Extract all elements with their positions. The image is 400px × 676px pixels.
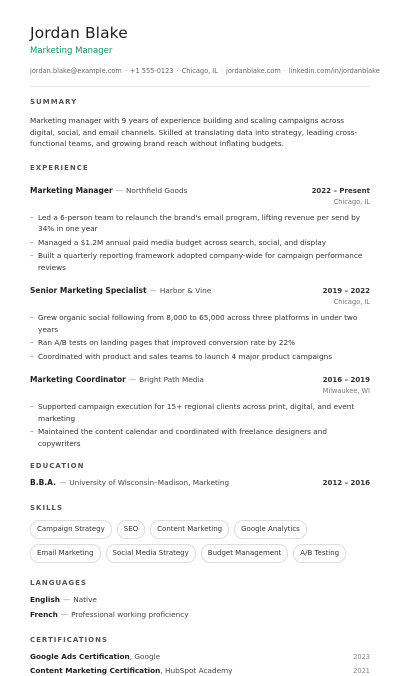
language-item: French — Professional working proficiency	[30, 610, 189, 619]
skill-chip: Content Marketing	[150, 520, 229, 539]
certification-name: Content Marketing Certification	[30, 666, 161, 675]
certification-item	[30, 666, 370, 676]
skills-heading: SKILLS	[30, 504, 64, 512]
education-school: University of Wisconsin–Madison, Marketing	[69, 478, 230, 487]
job-title: Marketing Manager	[30, 185, 113, 195]
certifications-heading: CERTIFICATIONS	[30, 636, 109, 644]
education-entry: B.B.A. — University of Wisconsin–Madison, Marketing 2012 – 2016	[30, 478, 370, 487]
contact-website[interactable]: jordanblake.com	[226, 67, 281, 75]
job-dates: 2022 – Present	[311, 186, 370, 195]
skill-chip: Campaign Strategy	[30, 520, 112, 539]
education-degree: B.B.A.	[30, 478, 56, 487]
skill-chip: A/B Testing	[293, 544, 346, 563]
job-bullet: – Grew organic social following from 8,000 to 65,000 across three platforms in under two years	[30, 312, 370, 335]
job-location: Chicago, IL	[333, 298, 370, 306]
language-level: Professional working proficiency	[71, 610, 189, 619]
job-bullets	[30, 212, 370, 274]
job-dates: 2016 – 2019	[322, 376, 370, 384]
skills-list	[30, 520, 370, 563]
skill-chip: Social Media Strategy	[106, 544, 196, 563]
job-title: Senior Marketing Specialist	[30, 286, 147, 295]
contact-location: Chicago, IL	[181, 67, 218, 75]
skill-chip: Email Marketing	[30, 544, 101, 563]
job-bullet: – Maintained the content calendar and coordinated with freelance designers and copywriters	[30, 426, 370, 449]
certification-year: 2023	[353, 653, 370, 661]
language-name: French	[30, 610, 58, 619]
education-heading: EDUCATION	[30, 462, 85, 470]
language-item: English — Native	[30, 595, 97, 604]
job-bullet: – Coordinated with product and sales teams to launch 4 major product campaigns	[30, 351, 370, 363]
job-bullet: – Built a quarterly reporting framework adopted company-wide for campaign performance reviews	[30, 250, 370, 273]
certification-issuer: , HubSpot Academy	[160, 666, 233, 675]
job-location: Milwaukee, WI	[322, 387, 370, 395]
job-bullet: – Supported campaign execution for 15+ regional clients across print, digital, and event marketing	[30, 401, 370, 424]
job-bullet: – Led a 6-person team to relaunch the brand's email program, lifting revenue per send by 34% in one year	[30, 212, 370, 235]
job-company: Northfield Goods	[125, 185, 188, 195]
language-name: English	[30, 595, 60, 604]
job-bullets	[30, 401, 370, 449]
summary-text: Marketing manager with 9 years of experience building and scaling campaigns across digital, social, and email channels. Skilled at translating data into strategy, leading cross-functional teams, and growing brand reach without inflating budgets.	[30, 116, 358, 148]
job-entry: Marketing Manager — Northfield Goods 2022 – Present Chicago, IL – Led a 6-person team to relaunch the brand's email program, lifting revenue per send by 34% in one year – Managed a $1.2M annual paid media budget across search, social, and display – Built a quarterly reporting framework adopted company-wide for campaign performance reviews	[30, 183, 370, 274]
job-bullets	[30, 312, 370, 362]
candidate-name: Jordan Blake	[30, 24, 128, 42]
contact-email[interactable]: jordan.blake@example.com	[30, 67, 122, 75]
skill-chip: Budget Management	[201, 544, 289, 563]
candidate-role: Marketing Manager	[30, 46, 113, 56]
header-divider	[30, 86, 370, 87]
experience-heading: EXPERIENCE	[30, 163, 89, 172]
summary-heading: SUMMARY	[30, 98, 78, 106]
skill-chip: Google Analytics	[234, 520, 307, 539]
certification-issuer: , Google	[129, 652, 161, 661]
job-entry: Senior Marketing Specialist — Harbor & Vine 2019 – 2022 Chicago, IL – Grew organic social following from 8,000 to 65,000 across three platforms in under two years – Ran A/B tests on landing pages that improved conversion rate by 22% – Coordinated with product and sales teams to launch 4 major product campaigns	[30, 283, 370, 362]
job-company: Harbor & Vine	[159, 286, 212, 295]
languages-heading: LANGUAGES	[30, 579, 87, 587]
skill-chip: SEO	[117, 520, 145, 539]
certification-name: Google Ads Certification	[30, 652, 130, 661]
certification-item	[30, 652, 370, 662]
contact-line: jordan.blake@example.com · +1 555-0123 · Chicago, IL · jordanblake.com · linkedin.com/in/jordanblake	[30, 67, 380, 75]
languages-list	[30, 595, 370, 620]
job-entry: Marketing Coordinator — Bright Path Media 2016 – 2019 Milwaukee, WI – Supported campaign execution for 15+ regional clients across print, digital, and event marketing – Maintained the content calendar and coordinated with freelance designers and copywriters	[30, 372, 370, 449]
contact-phone[interactable]: +1 555-0123	[129, 67, 174, 75]
job-bullet: – Managed a $1.2M annual paid media budget across search, social, and display	[30, 237, 370, 249]
contact-linkedin[interactable]: linkedin.com/in/jordanblake	[288, 67, 380, 75]
job-title: Marketing Coordinator	[30, 375, 126, 384]
certification-year: 2021	[353, 667, 370, 675]
job-dates: 2019 – 2022	[322, 287, 370, 295]
job-company: Bright Path Media	[139, 375, 204, 384]
education-dates: 2012 – 2016	[322, 479, 370, 487]
job-bullet: – Ran A/B tests on landing pages that improved conversion rate by 22%	[30, 337, 370, 349]
language-level: Native	[73, 595, 97, 604]
job-location: Chicago, IL	[333, 197, 370, 206]
